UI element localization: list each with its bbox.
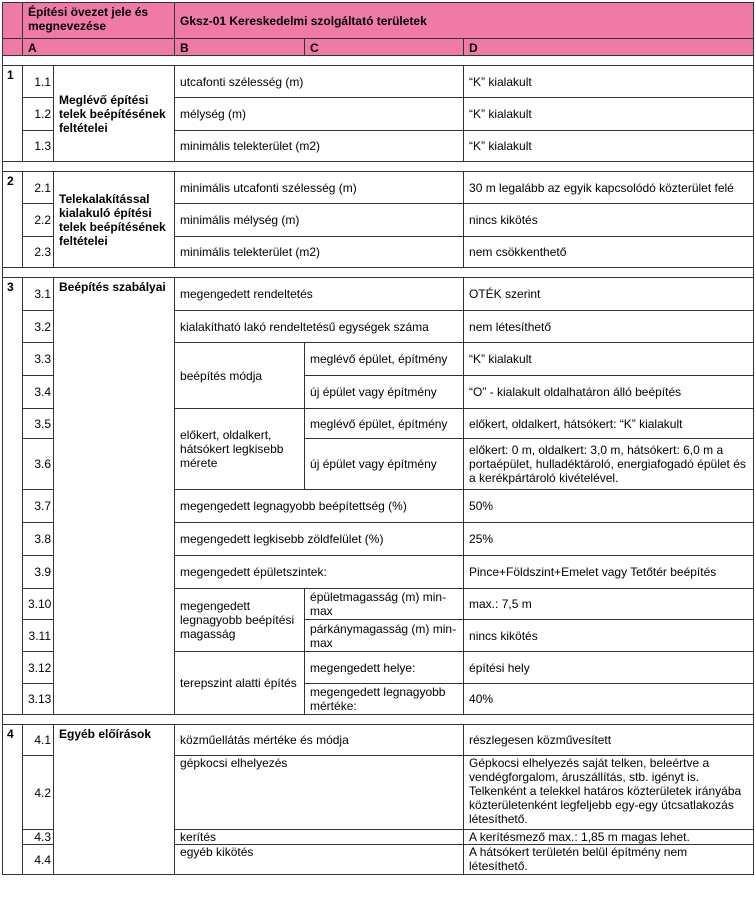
row-value: nincs kikötés [464, 204, 754, 237]
zone-label: Építési övezet jele és megnevezése [23, 3, 175, 39]
row-id: 4.4 [23, 845, 54, 875]
row-value: előkert, oldalkert, hátsókert: “K” kialakult [464, 409, 754, 439]
row-id: 2.3 [23, 237, 54, 268]
row-label: utcafonti szélesség (m) [175, 66, 464, 98]
row-id: 3.3 [23, 343, 54, 376]
spacer-row [3, 162, 754, 172]
row-value: előkert: 0 m, oldalkert: 3,0 m, hátsókert: 6,0 m a portaépület, hulladéktároló, energiafogadó épület és a kerékpártároló kivételével. [464, 439, 754, 490]
regulation-table [2, 2, 754, 875]
row-sublabel: új épület vagy építmény [305, 439, 464, 490]
row-label: megengedett legkisebb zöldfelület (%) [175, 523, 464, 556]
section-number: 4 [3, 725, 23, 875]
col-b-label: B [175, 39, 305, 56]
row-label: mélység (m) [175, 98, 464, 131]
row-id: 4.2 [23, 756, 54, 830]
section-title: Meglévő építési telek beépítésének feltételei [54, 66, 175, 162]
row-label: közműellátás mértéke és módja [175, 725, 464, 756]
row-value: “K” kialakult [464, 66, 754, 98]
section-number: 1 [3, 66, 23, 162]
row-label: gépkocsi elhelyezés [175, 756, 464, 830]
row-label: minimális mélység (m) [175, 204, 464, 237]
row-id: 3.10 [23, 589, 54, 620]
row-id: 2.1 [23, 172, 54, 204]
row-id: 3.4 [23, 376, 54, 409]
row-value: 30 m legalább az egyik kapcsolódó közterület felé [464, 172, 754, 204]
row-value: építési hely [464, 652, 754, 684]
row-value: nem csökkenthető [464, 237, 754, 268]
spacer-row [3, 56, 754, 66]
row-sublabel: új épület vagy építmény [305, 376, 464, 409]
section-title: Beépítés szabályai [54, 278, 175, 715]
row-sublabel: párkánymagasság (m) min-max [305, 620, 464, 652]
row-value: OTÉK szerint [464, 278, 754, 311]
row-id: 3.13 [23, 684, 54, 715]
row-value: 25% [464, 523, 754, 556]
group-label: terepszint alatti építés [175, 652, 305, 715]
row-label: megengedett épületszintek: [175, 556, 464, 589]
section-title: Egyéb előírások [54, 725, 175, 875]
row-label: megengedett legnagyobb beépítettség (%) [175, 490, 464, 523]
row-label: kerítés [175, 830, 464, 845]
row-id: 4.3 [23, 830, 54, 845]
row-label: kialakítható lakó rendeltetésű egységek száma [175, 311, 464, 343]
row-value: “K” kialakult [464, 343, 754, 376]
row-id: 3.8 [23, 523, 54, 556]
spacer-row [3, 715, 754, 725]
zone-name: Gksz-01 Kereskedelmi szolgáltató területek [175, 3, 754, 39]
row-sublabel: meglévő épület, építmény [305, 409, 464, 439]
row-label: megengedett rendeltetés [175, 278, 464, 311]
table-row [3, 725, 754, 756]
row-value: A hátsókert területén belül építmény nem létesíthető. [464, 845, 754, 875]
group-label: beépítés módja [175, 343, 305, 409]
row-id: 3.2 [23, 311, 54, 343]
col-a-label: A [23, 39, 175, 56]
row-label: minimális telekterület (m2) [175, 131, 464, 162]
row-sublabel: megengedett legnagyobb mértéke: [305, 684, 464, 715]
section-number: 2 [3, 172, 23, 268]
header-corner [3, 3, 23, 39]
row-value: max.: 7,5 m [464, 589, 754, 620]
row-id: 3.6 [23, 439, 54, 490]
group-label: megengedett legnagyobb beépítési magasság [175, 589, 305, 652]
row-id: 4.1 [23, 725, 54, 756]
row-id: 3.12 [23, 652, 54, 684]
row-value: Pince+Földszint+Emelet vagy Tetőtér beépítés [464, 556, 754, 589]
row-value: A kerítésmező max.: 1,85 m magas lehet. [464, 830, 754, 845]
row-id: 3.11 [23, 620, 54, 652]
spacer-row [3, 268, 754, 278]
table-row [3, 172, 754, 204]
row-label: minimális telekterület (m2) [175, 237, 464, 268]
section-title: Telekalakítással kialakuló építési telek beépítésének feltételei [54, 172, 175, 268]
row-id: 3.1 [23, 278, 54, 311]
row-value: “O” - kialakult oldalhatáron álló beépítés [464, 376, 754, 409]
row-value: “K” kialakult [464, 131, 754, 162]
row-id: 2.2 [23, 204, 54, 237]
col-d-label: D [464, 39, 754, 56]
row-id: 3.5 [23, 409, 54, 439]
row-id: 3.9 [23, 556, 54, 589]
row-sublabel: meglévő épület, építmény [305, 343, 464, 376]
row-value: részlegesen közművesített [464, 725, 754, 756]
row-value: nincs kikötés [464, 620, 754, 652]
row-label: egyéb kikötés [175, 845, 464, 875]
row-id: 1.2 [23, 98, 54, 131]
row-value: 40% [464, 684, 754, 715]
row-value: nem létesíthető [464, 311, 754, 343]
row-sublabel: megengedett helye: [305, 652, 464, 684]
row-sublabel: épületmagasság (m) min-max [305, 589, 464, 620]
row-id: 1.1 [23, 66, 54, 98]
row-value: Gépkocsi elhelyezés saját telken, beleértve a vendégforgalom, áruszállítás, stb. igényt is. Telkenként a telekkel határos közterületek irányába közterületenként legfeljebb egy-egy útcsatlakozás létesíthető. [464, 756, 754, 830]
table-row [3, 66, 754, 98]
row-id: 3.7 [23, 490, 54, 523]
group-label: előkert, oldalkert, hátsókert legkisebb mérete [175, 409, 305, 490]
row-value: “K” kialakult [464, 98, 754, 131]
section-number: 3 [3, 278, 23, 715]
row-id: 1.3 [23, 131, 54, 162]
col-c-label: C [305, 39, 464, 56]
col-corner [3, 39, 23, 56]
row-label: minimális utcafonti szélesség (m) [175, 172, 464, 204]
row-value: 50% [464, 490, 754, 523]
table-row [3, 278, 754, 311]
